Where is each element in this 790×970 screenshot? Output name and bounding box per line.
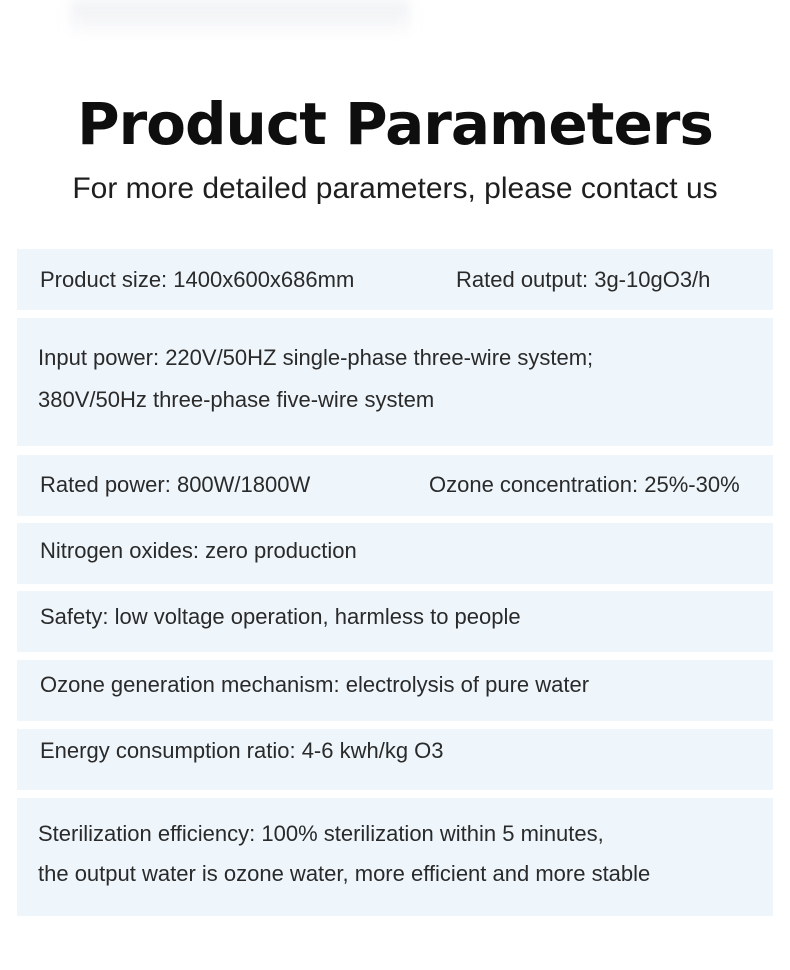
param-ozone-mechanism: Ozone generation mechanism: electrolysis of pure water: [40, 672, 590, 697]
param-row-safety: [17, 591, 773, 652]
param-row-size-output: [17, 249, 773, 310]
param-nitrogen-oxides: Nitrogen oxides: zero production: [40, 538, 357, 563]
param-rated-output: Rated output: 3g-10gO3/h: [456, 267, 711, 292]
param-ozone-concentration: Ozone concentration: 25%-30%: [429, 472, 740, 497]
param-energy-ratio: Energy consumption ratio: 4-6 kwh/kg O3: [40, 738, 444, 763]
param-safety: Safety: low voltage operation, harmless to people: [40, 604, 521, 629]
param-input-power-line1: Input power: 220V/50HZ single-phase three-wire system;: [38, 345, 594, 370]
param-sterilization-line2: the output water is ozone water, more efficient and more stable: [38, 861, 651, 886]
param-row-sterilization: [17, 798, 773, 916]
param-row-nitrogen: [17, 523, 773, 584]
param-rated-power: Rated power: 800W/1800W: [40, 472, 311, 497]
param-row-energy: [17, 729, 773, 790]
param-row-mechanism: [17, 660, 773, 721]
page-subtitle: For more detailed parameters, please contact us: [72, 172, 718, 205]
page-title: Product Parameters: [77, 90, 713, 158]
param-row-input-power: [17, 318, 773, 446]
param-input-power-line2: 380V/50Hz three-phase five-wire system: [38, 387, 435, 412]
top-blurred-image: [70, 0, 410, 38]
param-row-power-ozone: [17, 455, 773, 516]
param-product-size: Product size: 1400x600x686mm: [40, 267, 355, 292]
param-sterilization-line1: Sterilization efficiency: 100% sterilization within 5 minutes,: [38, 821, 604, 846]
